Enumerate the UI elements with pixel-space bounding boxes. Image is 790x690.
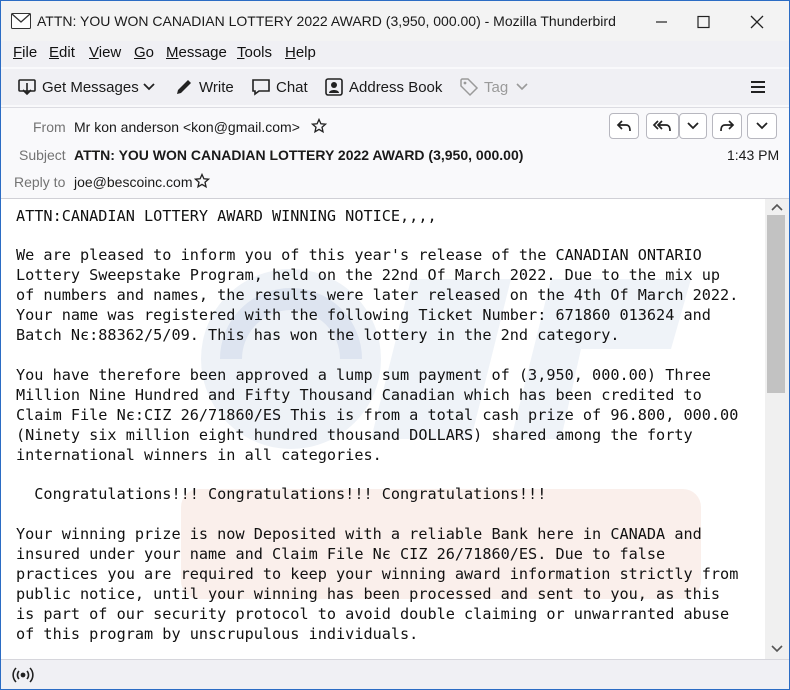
tag-button[interactable]	[459, 75, 535, 99]
body-line: Your name was registered with the following Ticket Number: 671860 013624 and	[16, 306, 711, 324]
menu-edit[interactable]: Edit	[49, 44, 75, 61]
menu-go[interactable]: Go	[134, 44, 155, 61]
maximize-icon	[683, 9, 723, 35]
scroll-up-icon[interactable]	[770, 201, 784, 213]
body-line: public notice, until your winning has been processed and sent to you, as this	[16, 585, 721, 603]
body-line: We are pleased to inform you of this year's release of the CANADIAN ONTARIO	[16, 246, 702, 264]
subject-value: ATTN: YOU WON CANADIAN LOTTERY 2022 AWARD (3,950, 000.00)	[74, 147, 524, 163]
write-label: Write	[199, 78, 234, 96]
message-header	[1, 107, 789, 198]
write-button[interactable]	[174, 75, 234, 99]
from-value[interactable]: Mr kon anderson <kon@gmail.com>	[74, 119, 300, 135]
close-button[interactable]	[737, 9, 777, 35]
body-line: You have therefore been approved a lump sum payment of (3,950, 000.00) Three	[16, 366, 711, 384]
body-line: ATTN:CANADIAN LOTTERY AWARD WINNING NOTICE,,,,	[16, 207, 437, 225]
chevron-down-icon	[514, 80, 530, 94]
envelope-app-icon	[11, 13, 31, 29]
hamburger-menu-icon	[748, 77, 768, 97]
minimize-icon	[641, 9, 681, 35]
reply-all-button[interactable]	[646, 113, 679, 139]
pencil-icon	[174, 77, 194, 97]
replyto-value[interactable]: joe@bescoinc.com	[74, 174, 193, 190]
body-line: practices you are required to keep your winning award information strictly from	[16, 565, 739, 583]
body-line: insured under your name and Claim File Nє CIZ 26/71860/ES. Due to false	[16, 545, 666, 563]
tag-label: Tag	[484, 78, 509, 96]
tag-icon	[459, 77, 479, 97]
chevron-down-icon	[686, 119, 700, 133]
download-icon	[17, 77, 37, 97]
chat-button[interactable]	[251, 75, 308, 99]
address-book-icon	[324, 77, 344, 97]
body-line: Million Nine Hundred and Fifty Thousand Canadian which has been credited to	[16, 386, 702, 404]
message-body[interactable]	[1, 198, 765, 659]
main-toolbar	[1, 69, 789, 105]
body-line: Lottery Sweepstake Program, held on the 22nd Of March 2022. Due to the mix up	[16, 266, 721, 284]
body-line: (Ninety six million eight hundred thousand DOLLARS) shared among the forty	[16, 426, 693, 444]
reply-icon	[615, 117, 633, 135]
body-line: of numbers and names, the results were later released on the 4th Of March 2022.	[16, 286, 739, 304]
star-icon[interactable]	[194, 173, 210, 189]
from-label: From	[33, 119, 66, 135]
close-icon	[737, 9, 777, 35]
vertical-scrollbar[interactable]	[765, 198, 789, 659]
menu-help[interactable]: Help	[285, 44, 316, 61]
body-line: Claim File Nє:CIZ 26/71860/ES This is from a total cash prize of 96.800, 000.00	[16, 406, 739, 424]
replyto-label: Reply to	[14, 174, 66, 190]
body-line: Your winning prize is now Deposited with a reliable Bank here in CANADA and	[16, 525, 702, 543]
get-messages-dropdown[interactable]	[142, 75, 161, 99]
title-bar[interactable]	[1, 1, 789, 41]
forward-icon	[718, 117, 736, 135]
star-icon[interactable]	[311, 118, 327, 134]
forward-button[interactable]	[712, 113, 742, 139]
address-book-button[interactable]	[324, 75, 442, 99]
get-messages-label: Get Messages	[42, 78, 139, 96]
chat-bubble-icon	[251, 77, 271, 97]
menu-file[interactable]: File	[13, 44, 38, 61]
menu-message[interactable]: Message	[166, 44, 227, 61]
menu-tools[interactable]: Tools	[237, 44, 273, 61]
reply-button[interactable]	[609, 113, 639, 139]
chevron-down-icon	[755, 119, 769, 133]
status-bar	[1, 659, 789, 690]
body-line: is part of our security protocol to avoid double claiming or unwarranted abuse	[16, 605, 730, 623]
body-line: international winners in all categories.	[16, 446, 382, 464]
get-messages-button[interactable]	[17, 75, 139, 99]
body-line: Congratulations!!! Congratulations!!! Congratulations!!!	[16, 485, 547, 503]
app-menu-button[interactable]	[748, 75, 773, 99]
window-title: ATTN: YOU WON CANADIAN LOTTERY 2022 AWARD (3,950, 000.00) - Mozilla Thunderbird	[37, 13, 616, 29]
menu-bar	[1, 41, 789, 67]
chat-label: Chat	[276, 78, 308, 96]
menu-view[interactable]: View	[89, 44, 122, 61]
minimize-button[interactable]	[641, 9, 681, 35]
more-actions-button[interactable]	[747, 113, 777, 139]
address-book-label: Address Book	[349, 78, 443, 96]
reply-dropdown-button[interactable]	[679, 113, 707, 139]
body-line: Batch Nє:88362/5/09. This has won the lottery in the 2nd category.	[16, 326, 620, 344]
maximize-button[interactable]	[683, 9, 723, 35]
body-line: of this program by unscrupulous individuals.	[16, 625, 419, 643]
scroll-thumb[interactable]	[767, 215, 785, 393]
subject-label: Subject	[19, 147, 66, 163]
reply-all-icon	[652, 117, 674, 135]
chevron-down-icon	[142, 80, 156, 94]
online-status-icon[interactable]	[12, 666, 34, 684]
message-time: 1:43 PM	[727, 147, 780, 163]
scroll-down-icon[interactable]	[770, 643, 784, 655]
